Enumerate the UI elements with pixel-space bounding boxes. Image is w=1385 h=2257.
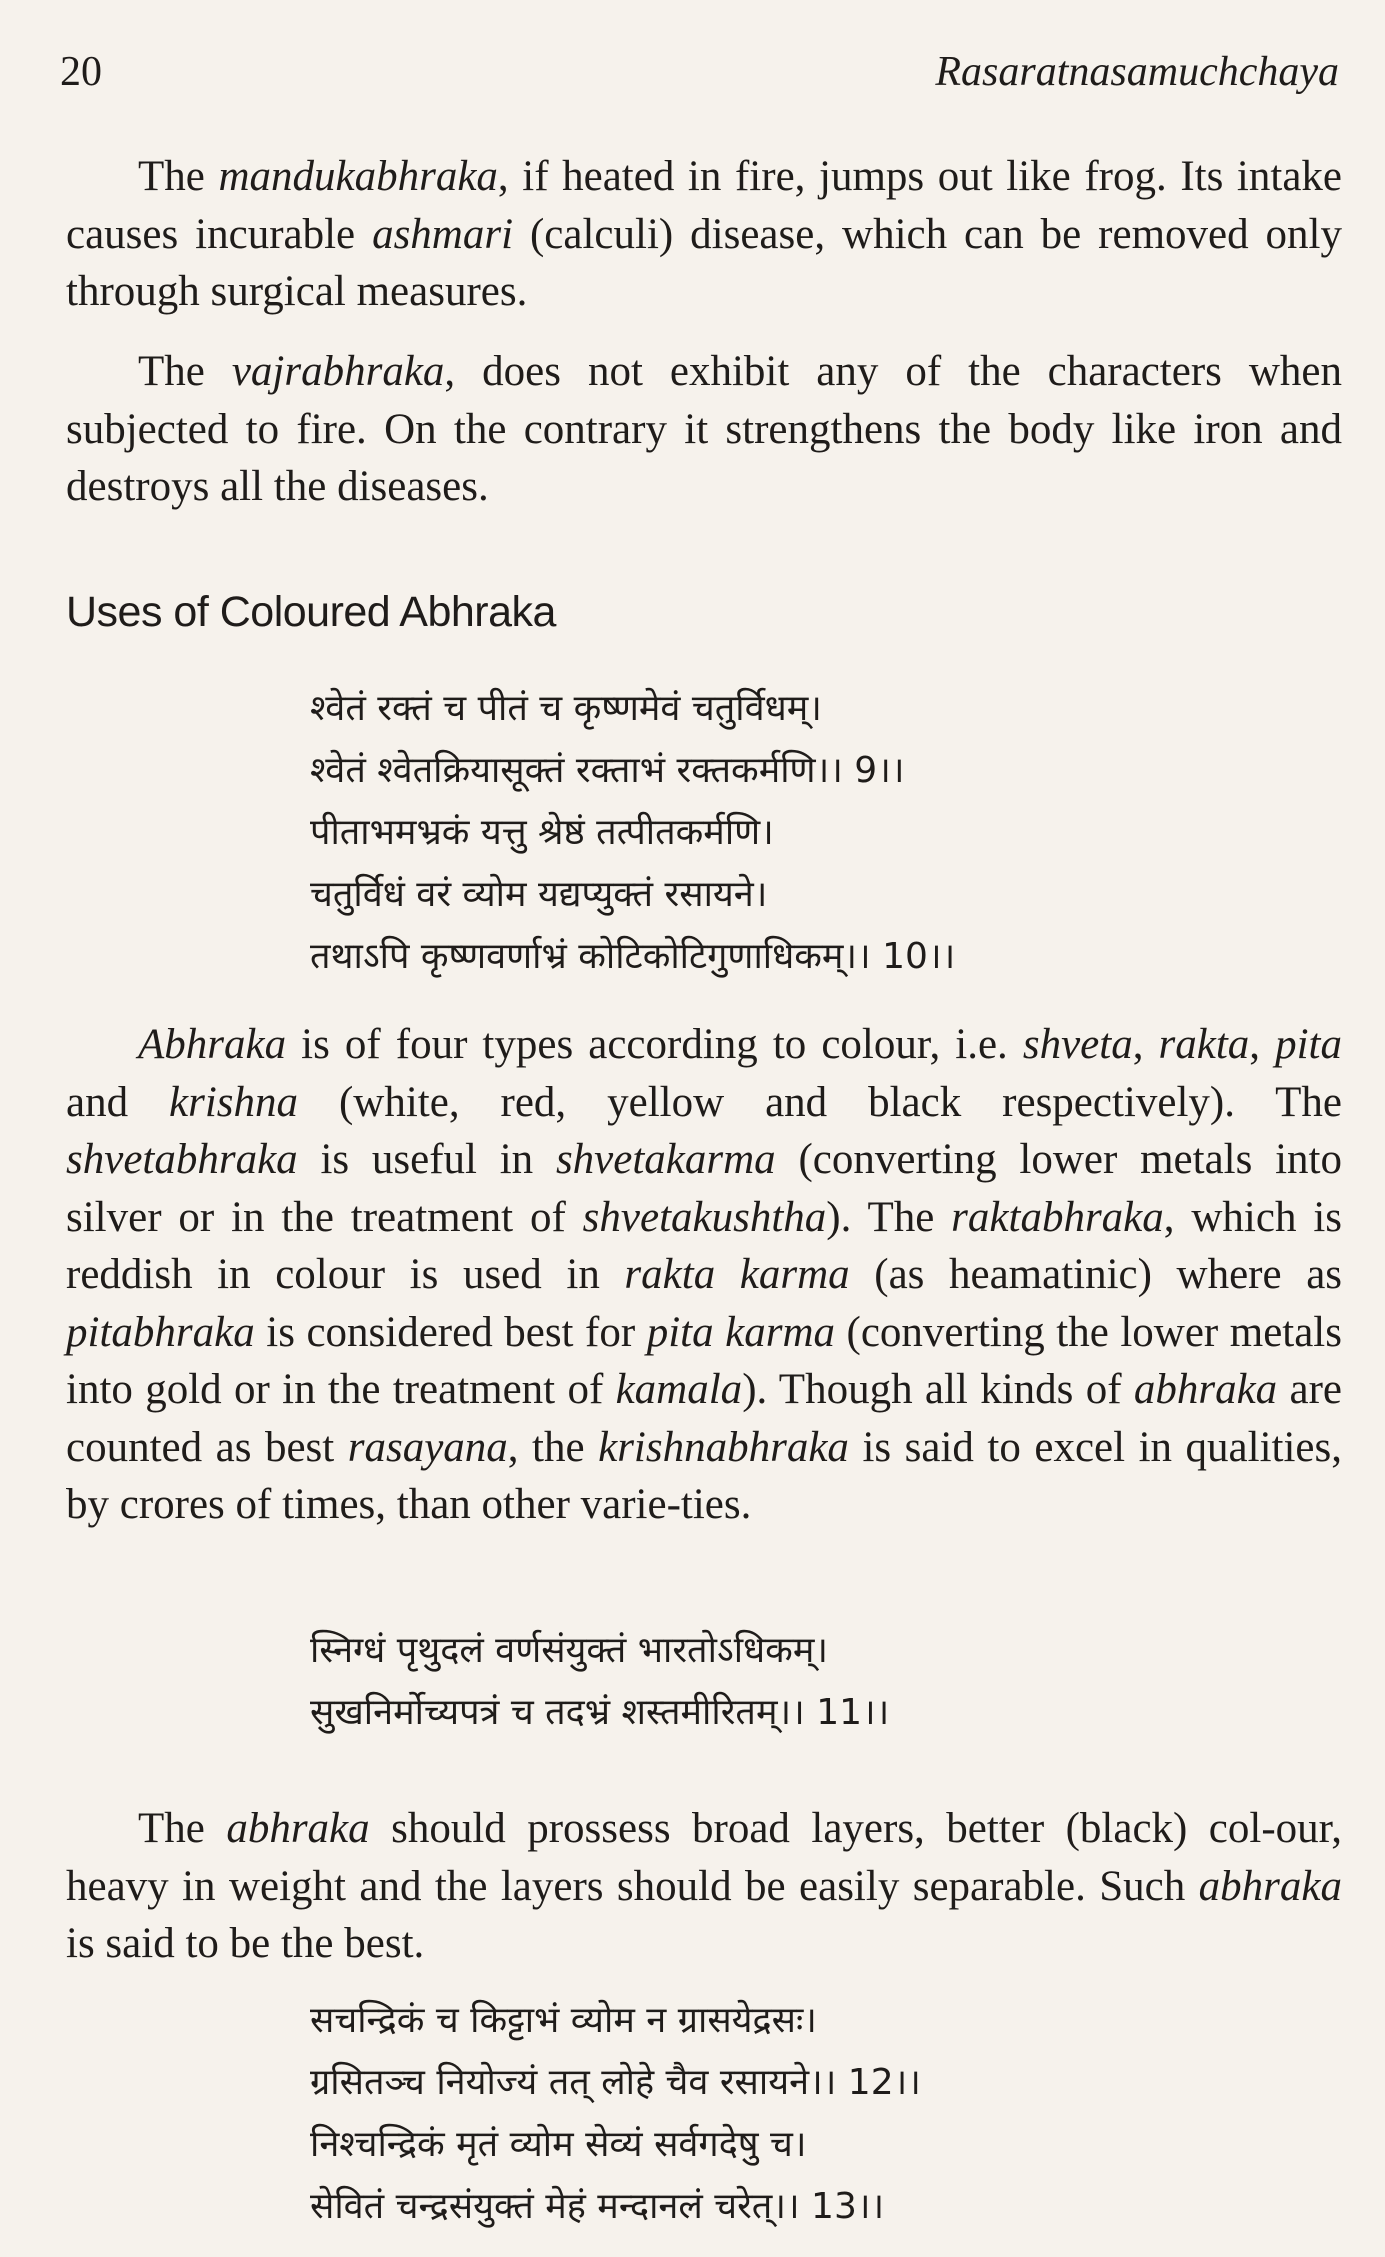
italic-term: Abhraka	[138, 1021, 287, 1068]
text-run: are counted as best	[66, 1366, 1342, 1471]
text-run: and	[66, 1078, 170, 1126]
verse-line: सचन्द्रिकं च किट्टाभं व्योम न ग्रासयेद्रसः।	[310, 2000, 817, 2041]
italic-term: mandukabhraka	[218, 153, 498, 200]
italic-term: krishna	[169, 1078, 299, 1126]
verse-line: चतुर्विधं वरं व्योम यद्यप्युक्तं रसायने।	[310, 874, 768, 915]
italic-term: abhraka	[226, 1805, 370, 1852]
sanskrit-verse-11	[310, 1620, 889, 1744]
text-run: , if heated in fire, jumps out like frog. Its intake causes incurable	[66, 153, 1342, 258]
sanskrit-verse-9-10	[310, 678, 955, 988]
section-heading: Uses of Coloured Abhraka	[66, 588, 556, 636]
verse-line: पीताभमभ्रकं यत्तु श्रेष्ठं तत्पीतकर्मणि।	[310, 812, 774, 853]
italic-term: shvetakarma	[555, 1136, 776, 1183]
text-run: ,	[1132, 1021, 1159, 1068]
verse-line: सुखनिर्मोच्यपत्रं च तदभ्रं शस्तमीरितम्।। 11।।	[310, 1692, 890, 1733]
text-run: , does not exhibit any of the characters when subjected to fire. On the contrary it strengthens the body like iron and destroys all the diseases.	[66, 348, 1342, 510]
text-run: is useful in	[297, 1136, 556, 1183]
verse-line: श्वेतं श्वेतक्रियासूक्तं रक्ताभं रक्तकर्मणि।। 9।।	[310, 750, 905, 791]
text-run: ). Though all kinds of	[742, 1366, 1134, 1413]
text-run: is said to be the best.	[66, 1920, 425, 1967]
text-run: The	[138, 153, 219, 200]
italic-term: ashmari	[372, 210, 514, 258]
text-run: (calculi) disease, which can be removed only through surgical measures.	[66, 210, 1342, 315]
paragraph-vajrabhraka	[66, 343, 1342, 516]
italic-term: kamala	[615, 1366, 743, 1413]
italic-term: shvetabhraka	[66, 1136, 298, 1183]
text-run: is of four types according to colour, i.e.	[286, 1021, 1023, 1068]
verse-line: निश्चन्द्रिकं मृतं व्योम सेव्यं सर्वगदेषु च।	[310, 2124, 807, 2165]
paragraph-best-abhraka	[66, 1800, 1342, 1973]
verse-line: स्निग्धं पृथुदलं वर्णसंयुक्तं भारतोऽधिकम्।	[310, 1630, 828, 1671]
italic-term: pita karma	[646, 1308, 835, 1356]
italic-term: abhraka	[1133, 1366, 1278, 1413]
verse-line: श्वेतं रक्तं च पीतं च कृष्णमेवं चतुर्विधम्।	[310, 688, 822, 729]
verse-line: सेवितं चन्द्रसंयुक्तं मेहं मन्दानलं चरेत्।। 13।।	[310, 2186, 885, 2227]
italic-term: shvetakushtha	[582, 1193, 827, 1241]
italic-term: rasayana	[347, 1423, 508, 1471]
paragraph-mandukabhraka	[66, 148, 1342, 321]
text-run: The	[138, 1805, 227, 1852]
italic-term: krishnabhraka	[598, 1423, 849, 1471]
italic-term: pita	[1275, 1021, 1343, 1068]
text-run: , which is reddish in colour is used in	[66, 1193, 1342, 1298]
page-number: 20	[60, 49, 102, 95]
text-run: should prossess broad layers, better (black) col-our, heavy in weight and the layers should be easily separable. Such	[66, 1805, 1342, 1910]
italic-term: vajrabhraka	[231, 348, 445, 395]
running-title: Rasaratnasamuchchaya	[935, 49, 1339, 95]
italic-term: pitabhraka	[66, 1308, 255, 1356]
text-run: The	[138, 348, 232, 395]
verse-line: तथाऽपि कृष्णवर्णाभ्रं कोटिकोटिगुणाधिकम्।। 10।।	[310, 936, 956, 977]
italic-term: raktabhraka	[951, 1193, 1164, 1241]
verse-line: ग्रसितञ्च नियोज्यं तत् लोहे चैव रसायने।। 12।।	[310, 2062, 921, 2103]
italic-term: rakta	[1158, 1021, 1250, 1068]
page-header	[60, 48, 1339, 108]
text-run: is considered best for	[254, 1308, 647, 1356]
text-run: ,	[1249, 1021, 1276, 1068]
italic-term: abhraka	[1198, 1862, 1342, 1910]
text-run: (white, red, yellow and black respectively). The	[298, 1078, 1342, 1126]
sanskrit-verse-12-13	[310, 1990, 921, 2238]
text-run: , the	[507, 1423, 599, 1471]
text-run: ). The	[826, 1193, 952, 1241]
text-run: (as heamatinic) where as	[849, 1251, 1343, 1298]
italic-term: rakta karma	[624, 1251, 850, 1298]
text-run: is said to excel in qualities, by crores of times, than other varie-ties.	[66, 1423, 1342, 1528]
italic-term: shveta	[1022, 1021, 1133, 1068]
paragraph-abhraka-types	[66, 1016, 1342, 1534]
text-run: (converting the lower metals into gold or in the treatment of	[66, 1308, 1342, 1413]
text-run: (converting lower metals into silver or in the treatment of	[66, 1136, 1342, 1241]
